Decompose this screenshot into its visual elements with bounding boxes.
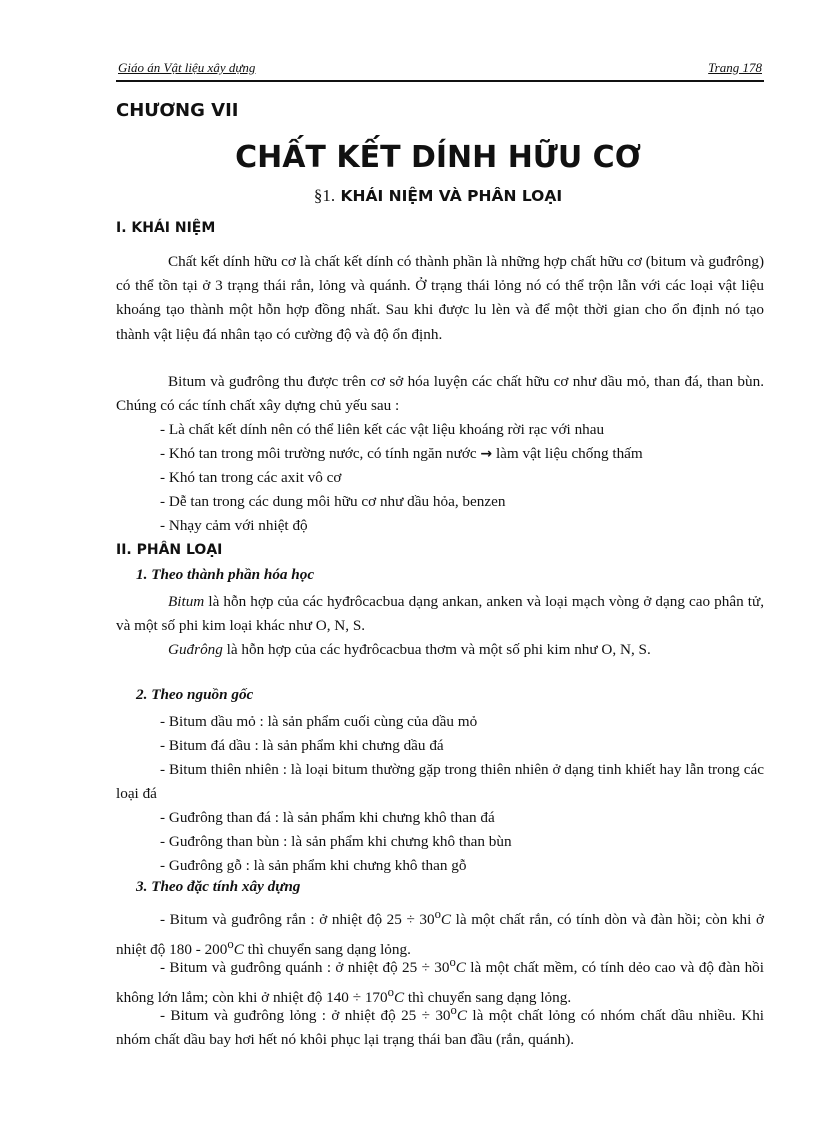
- list-item: - Bitum dầu mỏ : là sản phẩm cuối cùng của dầu mỏ: [160, 713, 478, 730]
- list-item: - Nhạy cảm với nhiệt độ: [160, 517, 308, 534]
- list-item: - Guđrông gỗ : là sản phẩm khi chưng khô than gỗ: [160, 857, 467, 874]
- list-item-text: là một chất mềm, có tính dẻo cao và độ đàn hồi không lớn lắm; còn khi ở nhiệt độ: [116, 959, 764, 1007]
- section-symbol: §1.: [313, 186, 336, 205]
- arrow-right-icon: →: [480, 446, 493, 462]
- page-header: [116, 58, 764, 82]
- degree-unit: C: [233, 941, 244, 959]
- term-bitum: Bitum: [168, 593, 205, 610]
- degree-sup: o: [449, 955, 456, 969]
- section-title-text: KHÁI NIỆM VÀ PHÂN LOẠI: [335, 187, 563, 205]
- list-item: - Guđrông than bùn : là sản phẩm khi chưng khô than bùn: [160, 833, 512, 850]
- header-page-number: Trang 178: [708, 60, 762, 75]
- term-gudrong: Guđrông: [168, 641, 223, 658]
- degree-sup: o: [434, 907, 441, 921]
- degree-unit: C: [440, 911, 452, 929]
- list-item: - Bitum đá dầu : là sản phẩm khi chưng dầu đá: [160, 737, 444, 754]
- paragraph-properties-intro: Bitum và guđrông thu được trên cơ sở hóa luyện các chất hữu cơ như dầu mỏ, than đá, than bùn. Chúng có các tính chất xây dựng chủ yếu sau :: [116, 373, 764, 415]
- degree-unit: C: [393, 989, 405, 1007]
- temperature-value: 25 ÷ 30: [402, 959, 450, 977]
- heading-classification: II. PHÂN LOẠI: [116, 542, 223, 558]
- list-item-text: - Bitum và guđrông quánh : ở nhiệt độ: [160, 959, 403, 977]
- list-item-text: thì chuyển sang dạng lỏng.: [404, 989, 572, 1007]
- list-item: - Là chất kết dính nên có thể liên kết các vật liệu khoáng rời rạc với nhau: [160, 421, 605, 438]
- subheading-chemical: 1. Theo thành phần hóa học: [136, 566, 315, 583]
- paragraph-gudrong-text: là hỗn hợp của các hyđrôcacbua thơm và một số phi kim như O, N, S.: [222, 641, 651, 658]
- temperature-value: 25 ÷ 30: [386, 911, 435, 929]
- list-item-text: thì chuyển sang dạng lỏng.: [243, 941, 411, 959]
- temperature-value: 140 ÷ 170: [326, 989, 388, 1007]
- paragraph-definition: Chất kết dính hữu cơ là chất kết dính có thành phần là những hợp chất hữu cơ (bitum và guđrông) có thể tồn tại ở 3 trạng thái rắn, lỏng và quánh. Ở trạng thái lỏng nó có thể trộn lẫn với các loại vật liệu khoáng tạo thành một hỗn hợp đồng nhất. Sau khi được lu lèn và để một thời gian cho ổn định nó tạo thành vật liệu đá nhân tạo có cường độ và độ ổn định.: [116, 253, 764, 343]
- list-item-text: - Bitum và guđrông rắn : ở nhiệt độ: [160, 911, 387, 929]
- list-item-text: là một chất rắn, có tính dòn và đàn hồi; còn khi ở nhiệt độ 180 - 200: [116, 911, 765, 959]
- degree-unit: C: [455, 959, 466, 977]
- paragraph-gudrong: [116, 638, 764, 662]
- header-course-title: Giáo án Vật liệu xây dựng: [118, 60, 256, 75]
- heading-concept: I. KHÁI NIỆM: [116, 220, 216, 236]
- list-item-text: - Khó tan trong môi trường nước, có tính ngăn nước: [160, 445, 481, 462]
- list-item: [116, 998, 764, 1052]
- list-item: - Guđrông than đá : là sản phẩm khi chưng khô than đá: [160, 809, 495, 826]
- list-item-text: làm vật liệu chống thấm: [492, 445, 643, 462]
- list-item: - Khó tan trong các axit vô cơ: [160, 469, 342, 486]
- temperature-value: 25 ÷ 30: [401, 1007, 451, 1025]
- list-item-text: là một chất lỏng có nhóm chất dầu nhiều. Khi nhóm chất dầu bay hơi hết nó khôi phục lại trạng thái ban đầu (rắn, quánh).: [116, 1007, 765, 1049]
- list-item-text: - Bitum và guđrông lỏng : ở nhiệt độ: [160, 1007, 402, 1025]
- paragraph-bitum-text: là hỗn hợp của các hyđrôcacbua dạng ankan, anken và loại mạch vòng ở dạng cao phân tử, và một số phi kim loại khác như O, N, S.: [116, 593, 764, 635]
- list-item: - Dễ tan trong các dung môi hữu cơ như dầu hỏa, benzen: [160, 493, 506, 510]
- degree-sup: o: [387, 985, 394, 1000]
- subheading-origin: 2. Theo nguồn gốc: [136, 686, 254, 703]
- chapter-title: CHẤT KẾT DÍNH HỮU CƠ: [235, 140, 641, 175]
- section-title: [0, 186, 816, 206]
- degree-unit: C: [456, 1007, 467, 1025]
- degree-sup: o: [450, 1003, 457, 1017]
- chapter-label: CHƯƠNG VII: [116, 100, 239, 121]
- paragraph-bitum: [116, 590, 764, 638]
- list-item: - Bitum thiên nhiên : là loại bitum thường gặp trong thiên nhiên ở dạng tinh khiết hay lẫn trong các loại đá: [116, 761, 764, 802]
- subheading-construction: 3. Theo đặc tính xây dựng: [136, 878, 301, 895]
- degree-sup: o: [227, 937, 234, 952]
- list-item: [160, 442, 643, 466]
